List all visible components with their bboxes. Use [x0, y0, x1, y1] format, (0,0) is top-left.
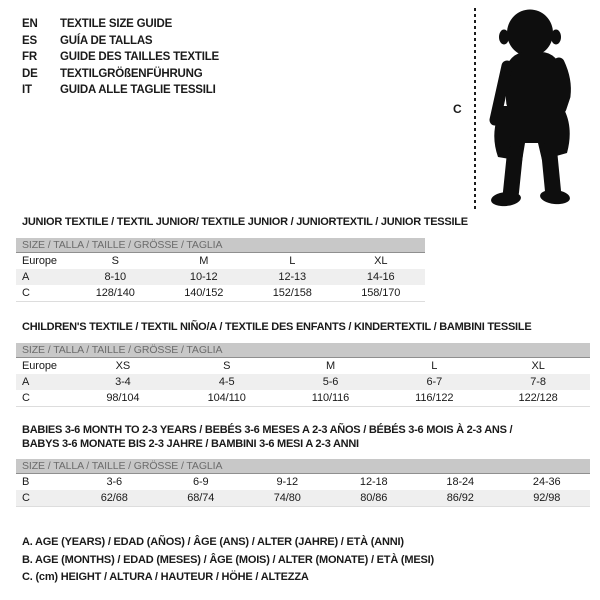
table-cell: 152/158	[272, 287, 312, 299]
size-header-bar: SIZE / TALLA / TAILLE / GRÖSSE / TAGLIA	[16, 238, 425, 253]
size-header-bar: SIZE / TALLA / TAILLE / GRÖSSE / TAGLIA	[16, 459, 590, 474]
footnote-c: C. (cm) HEIGHT / ALTURA / HAUTEUR / HÖHE / ALTEZZA	[22, 571, 309, 583]
footnote-a: A. AGE (YEARS) / EDAD (AÑOS) / ÂGE (ANS) / ALTER (JAHRE) / ETÀ (ANNI)	[22, 536, 404, 548]
height-dashed-line	[474, 8, 476, 210]
table-cell: 98/104	[106, 392, 140, 404]
table-cell: 86/92	[446, 492, 474, 504]
language-label: GUIDA ALLE TAGLIE TESSILI	[60, 84, 216, 97]
table-cell: 62/68	[100, 492, 128, 504]
footnote-b: B. AGE (MONTHS) / EDAD (MESES) / ÂGE (MOIS) / ALTER (MONATE) / ETÀ (MESI)	[22, 553, 434, 566]
table-row	[16, 269, 425, 285]
size-header-bar: SIZE / TALLA / TAILLE / GRÖSSE / TAGLIA	[16, 343, 590, 358]
table-row	[16, 358, 590, 374]
language-label: GUÍA DE TALLAS	[60, 34, 153, 47]
language-code: DE	[22, 67, 38, 80]
table-cell: 116/122	[415, 392, 454, 404]
junior-textile-table	[16, 216, 468, 302]
language-list	[22, 16, 219, 99]
table-cell: 12-18	[359, 476, 388, 488]
babies-textile-table	[16, 423, 590, 507]
table-cell: 68/74	[187, 492, 215, 504]
table-cell: 128/140	[95, 287, 135, 299]
row-label: A	[22, 271, 30, 283]
table-cell: 10-12	[189, 271, 218, 283]
table-cell: XL	[374, 255, 388, 267]
table-cell: 6-7	[426, 376, 443, 388]
row-label: A	[22, 376, 30, 388]
table-cell: S	[111, 255, 119, 267]
table-row	[16, 390, 590, 407]
language-row-de	[22, 66, 219, 83]
table-cell: 3-6	[106, 476, 123, 488]
language-label: TEXTILGRÖßENFÜHRUNG	[60, 67, 203, 80]
table-cell: 24-36	[532, 476, 561, 488]
language-code: EN	[22, 18, 38, 30]
row-label: B	[22, 476, 30, 488]
table-cell: 4-5	[218, 376, 235, 388]
table-title	[22, 423, 590, 451]
language-row-es	[22, 33, 219, 50]
table-row	[16, 285, 425, 302]
language-row-it	[22, 82, 219, 99]
table-title: JUNIOR TEXTILE / TEXTIL JUNIOR/ TEXTILE JUNIOR / JUNIORTEXTIL / JUNIOR TESSILE	[22, 216, 468, 228]
language-row-en	[22, 16, 219, 33]
table-cell: 18-24	[446, 476, 475, 488]
table-cell: L	[289, 255, 296, 267]
table-cell: 104/110	[207, 392, 246, 404]
table-cell: XL	[531, 360, 545, 372]
table-cell: S	[223, 360, 231, 372]
table-cell: 92/98	[533, 492, 561, 504]
table-row	[16, 374, 590, 390]
table-title: CHILDREN'S TEXTILE / TEXTIL NIÑO/A / TEXTILE DES ENFANTS / KINDERTEXTIL / BAMBINI TESSILE	[22, 321, 532, 333]
language-row-fr	[22, 49, 219, 66]
table-cell: 80/86	[360, 492, 388, 504]
table-cell: 6-9	[192, 476, 209, 488]
language-label: GUIDE DES TAILLES TEXTILE	[60, 51, 219, 64]
table-cell: L	[431, 360, 438, 372]
table-cell: M	[325, 360, 336, 372]
table-cell: 12-13	[278, 271, 307, 283]
language-code: FR	[22, 51, 37, 64]
table-cell: 74/80	[273, 492, 301, 504]
table-cell: XS	[115, 360, 131, 372]
table-title-line2: BABYS 3-6 MONATE BIS 2-3 JAHRE / BAMBINI 3-6 MESI A 2-3 ANNI	[22, 438, 359, 450]
row-label: C	[22, 392, 30, 404]
row-label: Europe	[22, 255, 57, 267]
row-label: C	[22, 287, 30, 299]
table-cell: 9-12	[276, 476, 299, 488]
table-cell: 3-4	[115, 376, 131, 388]
language-code: ES	[22, 34, 37, 47]
table-cell: 5-6	[322, 376, 339, 388]
table-cell: 110/116	[311, 392, 350, 404]
table-cell: M	[199, 255, 209, 267]
table-cell: 140/152	[184, 287, 224, 299]
table-row	[16, 253, 425, 269]
children-textile-table	[16, 321, 590, 407]
table-row	[16, 474, 590, 490]
footnote-legend	[22, 534, 434, 587]
row-label: C	[22, 492, 30, 504]
table-title-line1: BABIES 3-6 MONTH TO 2-3 YEARS / BEBÉS 3-6 MESES A 2-3 AÑOS / BÉBÉS 3-6 MOIS À 2-3 ANS /	[22, 424, 513, 436]
table-cell: 8-10	[104, 271, 127, 283]
table-cell: 122/128	[518, 392, 558, 404]
height-label: C	[453, 102, 462, 116]
row-label: Europe	[22, 360, 57, 372]
language-code: IT	[22, 84, 32, 97]
table-cell: 7-8	[530, 376, 546, 388]
language-label: TEXTILE SIZE GUIDE	[60, 18, 173, 30]
table-row	[16, 490, 590, 507]
table-cell: 158/170	[361, 287, 401, 299]
baby-silhouette-icon	[489, 8, 579, 215]
table-cell: 14-16	[366, 271, 395, 283]
